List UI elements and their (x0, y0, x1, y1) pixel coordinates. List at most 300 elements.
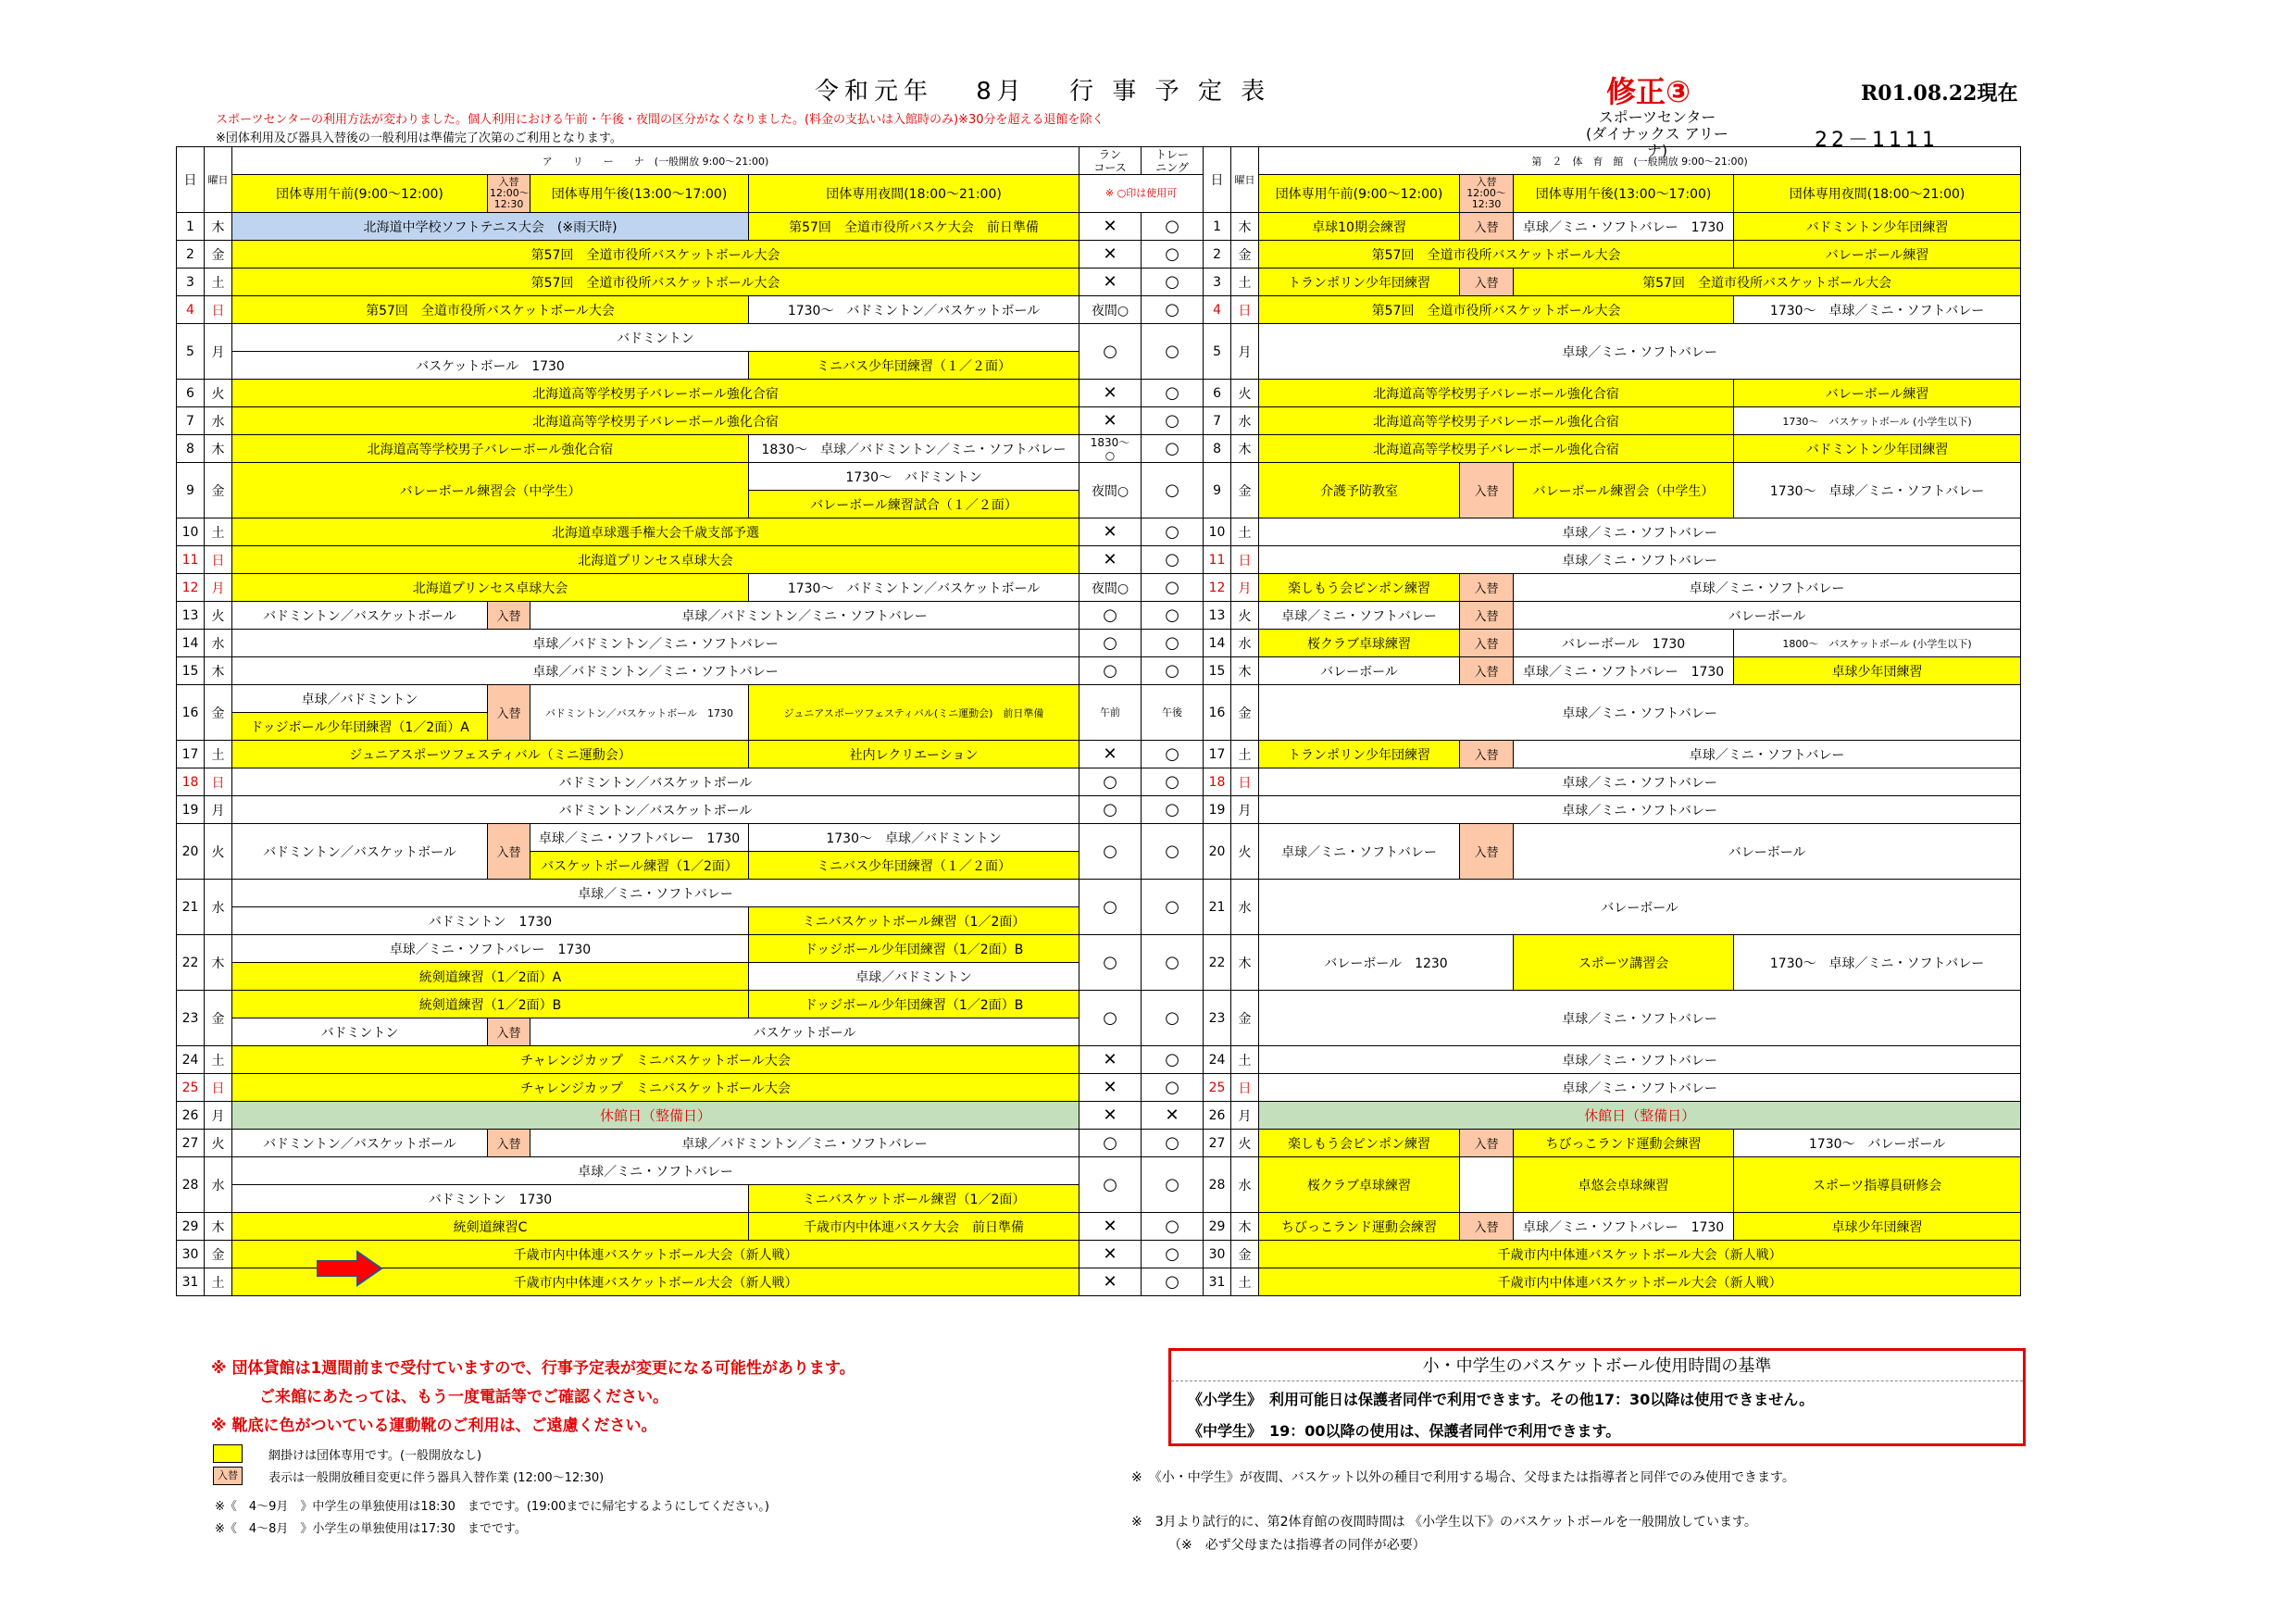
gym2-night-header: 団体専用夜間(18:00～21:00) (1734, 175, 2021, 213)
training-status: ○ (1142, 1074, 1204, 1102)
gym2-cell: 北海道高等学校男子バレーボール強化合宿 (1259, 435, 1734, 463)
arena-cell: バスケットボール 1730 (232, 352, 749, 380)
table-row (177, 435, 2021, 463)
day-cell: 4 (177, 296, 205, 324)
gym2-swap: 入替 (1460, 602, 1514, 630)
training-status: ○ (1142, 657, 1204, 685)
gym2-cell: トランポリン少年団練習 (1259, 269, 1460, 296)
gym2-cell: 1730～ 卓球／ミニ・ソフトバレー (1734, 935, 2021, 991)
gym2-swap: 入替 (1460, 630, 1514, 657)
training-status: ○ (1142, 1130, 1204, 1157)
running-status: ○ (1079, 602, 1142, 630)
arena-cell: 北海道高等学校男子バレーボール強化合宿 (232, 435, 749, 463)
weekday-cell: 日 (1231, 768, 1259, 796)
running-status: ○ (1079, 1130, 1142, 1157)
day-cell: 7 (1204, 407, 1231, 435)
gym2-cell: 1730～ バレーボール (1734, 1130, 2021, 1157)
legend-yellow-text: 網掛けは団体専用です。(一般開放なし) (268, 1449, 482, 1463)
day-cell: 17 (1204, 741, 1231, 768)
gym2-cell: バレーボール (1259, 880, 2021, 935)
revision-badge: 修正③ (1606, 74, 1691, 109)
weekday-cell: 日 (1231, 546, 1259, 574)
table-row (177, 1074, 2021, 1102)
arena-cell: 1730～ 卓球／バドミントン (749, 824, 1079, 852)
gym2-cell: 休館日（整備日） (1259, 1102, 2021, 1130)
arena-cell: バドミントン／バスケットボール (232, 824, 488, 880)
col-day: 日 (177, 147, 205, 213)
weekday-cell: 土 (205, 1268, 232, 1296)
day-cell: 19 (1204, 796, 1231, 824)
gym2-cell: 卓球／ミニ・ソフトバレー 1730 (1514, 213, 1734, 241)
arena-cell: バドミントン 1730 (232, 907, 749, 935)
gym2-cell: 北海道高等学校男子バレーボール強化合宿 (1259, 380, 1734, 407)
weekday-cell: 水 (205, 407, 232, 435)
training-status: ○ (1142, 213, 1204, 241)
weekday-cell: 木 (1231, 1213, 1259, 1241)
notice-usage-change: スポーツセンターの利用方法が変わりました。個人利用における午前・午後・夜間の区分がなくなりました。(料金の支払いは入館時のみ)※30分を超える退館を除く (216, 113, 1104, 127)
training-status: ○ (1142, 463, 1204, 518)
weekday-cell: 水 (1231, 630, 1259, 657)
arena-cell: 1730～ バドミントン (749, 463, 1079, 491)
day-cell: 11 (177, 546, 205, 574)
day-cell: 30 (1204, 1241, 1231, 1268)
gym2-cell: 卓球／ミニ・ソフトバレー 1730 (1514, 657, 1734, 685)
as-of-date: R01.08.22現在 (1861, 81, 2018, 106)
day-cell: 10 (1204, 518, 1231, 546)
day-cell: 25 (1204, 1074, 1231, 1102)
gym2-cell: ちびっこランド運動会練習 (1514, 1130, 1734, 1157)
day-cell: 5 (1204, 324, 1231, 380)
weekday-cell: 金 (205, 463, 232, 518)
table-row (177, 1130, 2021, 1157)
day-cell: 21 (177, 880, 205, 935)
running-status: ✕ (1079, 1102, 1142, 1130)
arena-am-header: 団体専用午前(9:00～12:00) (232, 175, 488, 213)
gym2-cell: 介護予防教室 (1259, 463, 1460, 518)
weekday-cell: 水 (1231, 1157, 1259, 1213)
basketball-rules-box (1168, 1348, 2026, 1446)
day-cell: 25 (177, 1074, 205, 1102)
day-cell: 23 (177, 991, 205, 1046)
table-row (177, 574, 2021, 602)
arena-title: ア リ ー ナ (一般開放 9:00～21:00) (232, 147, 1079, 175)
arena-cell: 卓球／バドミントン／ミニ・ソフトバレー (530, 1130, 1079, 1157)
running-status: ○ (1079, 991, 1142, 1046)
arena-cell: ジュニアスポーツフェスティバル（ミニ運動会） (232, 741, 749, 768)
arena-cell: 卓球／バドミントン／ミニ・ソフトバレー (530, 602, 1079, 630)
arena-cell: ジュニアスポーツフェスティバル(ミニ運動会) 前日準備 (749, 685, 1079, 741)
day-cell: 14 (1204, 630, 1231, 657)
day-cell: 31 (1204, 1268, 1231, 1296)
running-status: ✕ (1079, 407, 1142, 435)
gym2-cell: スポーツ指導員研修会 (1734, 1157, 2021, 1213)
day-cell: 12 (1204, 574, 1231, 602)
weekday-cell: 金 (205, 991, 232, 1046)
training-status: ○ (1142, 546, 1204, 574)
weekday-cell: 木 (205, 935, 232, 991)
table-row (177, 935, 2021, 963)
arena-cell: バドミントン／バスケットボール 1730 (530, 685, 749, 741)
day-cell: 29 (177, 1213, 205, 1241)
arena-cell: バドミントン／バスケットボール (232, 602, 488, 630)
running-status: ✕ (1079, 1241, 1142, 1268)
gym2-cell: 北海道高等学校男子バレーボール強化合宿 (1259, 407, 1734, 435)
table-row (177, 1046, 2021, 1074)
day-cell: 16 (177, 685, 205, 741)
arena-cell: 社内レクリエーション (749, 741, 1079, 768)
arena-cell: バスケットボール (530, 1018, 1079, 1046)
gym2-cell: 卓球／ミニ・ソフトバレー (1514, 574, 2021, 602)
arena-cell: バスケットボール練習（1／2面） (530, 852, 749, 880)
gym2-cell: 第57回 全道市役所バスケットボール大会 (1514, 269, 2021, 296)
training-status: ○ (1142, 630, 1204, 657)
gym2-swap-header (1460, 175, 1514, 213)
arena-cell: バドミントン／バスケットボール (232, 1130, 488, 1157)
table-row (177, 269, 2021, 296)
gym2-swap: 入替 (1460, 213, 1514, 241)
arrow-right-icon (317, 1250, 383, 1287)
weekday-cell: 土 (205, 1046, 232, 1074)
day-cell: 13 (1204, 602, 1231, 630)
running-status: 夜間○ (1079, 574, 1142, 602)
weekday-cell: 日 (1231, 1074, 1259, 1102)
training-status: ○ (1142, 269, 1204, 296)
day-cell: 26 (177, 1102, 205, 1130)
gym2-cell: 卓球少年団練習 (1734, 657, 2021, 685)
training-status: ○ (1142, 1213, 1204, 1241)
day-cell: 11 (1204, 546, 1231, 574)
legend-yellow-swatch (213, 1444, 243, 1463)
table-row (177, 768, 2021, 796)
arena-cell: チャレンジカップ ミニバスケットボール大会 (232, 1074, 1079, 1102)
day-cell: 14 (177, 630, 205, 657)
day-cell: 12 (177, 574, 205, 602)
legend-swap-swatch: 入替 (213, 1467, 243, 1485)
weekday-cell: 日 (205, 768, 232, 796)
running-status: 1830～ ○ (1079, 435, 1142, 463)
circle-note: ※ ○印は使用可 (1079, 175, 1204, 213)
arena-cell: 卓球／ミニ・ソフトバレー 1730 (530, 824, 749, 852)
training-status: ○ (1142, 1241, 1204, 1268)
gym2-cell: 楽しもう会ピンポン練習 (1259, 1130, 1460, 1157)
gym2-swap: 入替 (1460, 657, 1514, 685)
col-running: ラン コース (1079, 147, 1142, 175)
weekday-cell: 土 (205, 269, 232, 296)
gym2-cell: バドミントン少年団練習 (1734, 435, 2021, 463)
gym2-cell: バレーボール練習 (1734, 241, 2021, 269)
running-status: 夜間○ (1079, 296, 1142, 324)
day-cell: 9 (1204, 463, 1231, 518)
day-cell: 16 (1204, 685, 1231, 741)
gym2-cell: バドミントン少年団練習 (1734, 213, 2021, 241)
arena-cell: バドミントン／バスケットボール (232, 768, 1079, 796)
gym2-cell: 第57回 全道市役所バスケットボール大会 (1259, 241, 1734, 269)
weekday-cell: 金 (1231, 463, 1259, 518)
gym2-cell: 卓球／ミニ・ソフトバレー (1259, 768, 2021, 796)
weekday-cell: 木 (205, 435, 232, 463)
arena-swap: 入替 (488, 1130, 530, 1157)
arena-cell: 卓球／ミニ・ソフトバレー (232, 1157, 1079, 1185)
gym2-cell: 卓球／ミニ・ソフトバレー 1730 (1514, 1213, 1734, 1241)
day-cell: 4 (1204, 296, 1231, 324)
table-row (177, 741, 2021, 768)
weekday-cell: 金 (1231, 241, 1259, 269)
weekday-cell: 日 (1231, 296, 1259, 324)
table-row (177, 991, 2021, 1018)
training-status: ○ (1142, 741, 1204, 768)
table-row (177, 213, 2021, 241)
table-row (177, 546, 2021, 574)
day-cell: 18 (177, 768, 205, 796)
training-status: ✕ (1142, 1102, 1204, 1130)
arena-swap-header (488, 175, 530, 213)
table-row (177, 296, 2021, 324)
gym2-cell: 卓球／ミニ・ソフトバレー (1259, 824, 1460, 880)
gym2-cell: 1730～ 卓球／ミニ・ソフトバレー (1734, 463, 2021, 518)
running-status: ✕ (1079, 741, 1142, 768)
running-status: ✕ (1079, 1213, 1142, 1241)
weekday-cell: 金 (1231, 1241, 1259, 1268)
gym2-swap: 入替 (1460, 1130, 1514, 1157)
gym2-cell: 卓球／ミニ・ソフトバレー (1514, 741, 2021, 768)
arena-cell: バレーボール練習会（中学生） (232, 463, 749, 518)
training-status: ○ (1142, 935, 1204, 991)
weekday-cell: 金 (205, 1241, 232, 1268)
table-row (177, 1102, 2021, 1130)
weekday-cell: 水 (205, 1157, 232, 1213)
swap-label: 入替 (498, 176, 519, 188)
running-status: ✕ (1079, 518, 1142, 546)
gym2-cell: 千歳市内中体連バスケットボール大会（新人戦） (1259, 1241, 2021, 1268)
day-cell: 3 (1204, 269, 1231, 296)
running-status: ○ (1079, 630, 1142, 657)
gym2-cell: バレーボール (1514, 602, 2021, 630)
gym2-cell: 卓球10期会練習 (1259, 213, 1460, 241)
arena-cell: 卓球／ミニ・ソフトバレー 1730 (232, 935, 749, 963)
table-row (177, 880, 2021, 907)
training-status: ○ (1142, 574, 1204, 602)
table-row (177, 796, 2021, 824)
weekday-cell: 火 (1231, 824, 1259, 880)
arena-cell: 統剣道練習（1／2面）A (232, 963, 749, 991)
arena-cell: 北海道高等学校男子バレーボール強化合宿 (232, 380, 1079, 407)
day-cell: 24 (1204, 1046, 1231, 1074)
weekday-cell: 木 (1231, 213, 1259, 241)
weekday-cell: 月 (1231, 324, 1259, 380)
center-name-line2: (ダイナックス アリーナ) (1586, 125, 1728, 159)
day-cell: 20 (1204, 824, 1231, 880)
weekday-cell: 月 (205, 1102, 232, 1130)
gym2-cell: 卓球／ミニ・ソフトバレー (1259, 685, 2021, 741)
weekday-cell: 月 (1231, 796, 1259, 824)
arena-cell: バドミントン (232, 1018, 488, 1046)
training-status: ○ (1142, 796, 1204, 824)
day-cell: 22 (1204, 935, 1231, 991)
training-status: ○ (1142, 241, 1204, 269)
weekday-cell: 木 (1231, 935, 1259, 991)
gym2-cell: バレーボール (1259, 657, 1460, 685)
arena-cell: ミニバスケットボール練習（1／2面） (749, 1185, 1079, 1213)
swap-label-2: 入替 (1476, 176, 1497, 188)
schedule-table (176, 146, 2021, 1296)
training-status: ○ (1142, 1157, 1204, 1213)
table-row (177, 602, 2021, 630)
running-status: ✕ (1079, 1046, 1142, 1074)
col-training: トレー ニング (1142, 147, 1204, 175)
table-row (177, 380, 2021, 407)
table-row (177, 407, 2021, 435)
arena-cell: 休館日（整備日） (232, 1102, 1079, 1130)
weekday-cell: 金 (205, 241, 232, 269)
arena-cell: 統剣道練習（1／2面）B (232, 991, 749, 1018)
table-row (177, 241, 2021, 269)
weekday-cell: 土 (205, 518, 232, 546)
day-cell: 6 (177, 380, 205, 407)
day-cell: 2 (177, 241, 205, 269)
table-row (177, 824, 2021, 852)
running-status: ○ (1079, 935, 1142, 991)
arena-swap: 入替 (488, 602, 530, 630)
gym2-cell: 卓球／ミニ・ソフトバレー (1259, 324, 2021, 380)
arena-cell: 1730～ バドミントン／バスケットボール (749, 296, 1079, 324)
day-cell: 15 (177, 657, 205, 685)
training-status: ○ (1142, 518, 1204, 546)
day-cell: 10 (177, 518, 205, 546)
arena-cell: ドッジボール少年団練習（1／2面）B (749, 935, 1079, 963)
gym2-swap-empty (1460, 1157, 1514, 1213)
training-status: 午後 (1142, 685, 1204, 741)
table-row (177, 657, 2021, 685)
gym2-title: 第 ２ 体 育 館 (一般開放 9:00～21:00) (1259, 147, 2021, 175)
day-cell: 18 (1204, 768, 1231, 796)
day-cell: 9 (177, 463, 205, 518)
weekday-cell: 火 (205, 380, 232, 407)
table-row (177, 463, 2021, 491)
day-cell: 1 (1204, 213, 1231, 241)
running-status: ○ (1079, 824, 1142, 880)
gym2-cell: 卓球／ミニ・ソフトバレー (1259, 518, 2021, 546)
arena-swap: 入替 (488, 685, 530, 741)
footer-notice-booking: ※ 団体貸館は1週間前まで受付ていますので、行事予定表が変更になる可能性があります。 (211, 1359, 855, 1378)
arena-pm-header: 団体専用午後(13:00～17:00) (530, 175, 749, 213)
arena-cell: 千歳市内中体連バスケットボール大会（新人戦） (232, 1241, 1079, 1268)
arena-cell: 統剣道練習C (232, 1213, 749, 1241)
arena-cell: 第57回 全道市役所バスケットボール大会 (232, 296, 749, 324)
weekday-cell: 月 (205, 574, 232, 602)
arena-swap: 入替 (488, 1018, 530, 1046)
weekday-cell: 火 (205, 1130, 232, 1157)
gym2-cell: バレーボール 1730 (1514, 630, 1734, 657)
day-cell: 24 (177, 1046, 205, 1074)
running-status: ○ (1079, 657, 1142, 685)
weekday-cell: 木 (205, 1213, 232, 1241)
arena-cell: 1830～ 卓球／バドミントン／ミニ・ソフトバレー (749, 435, 1079, 463)
gym2-am-header: 団体専用午前(9:00～12:00) (1259, 175, 1460, 213)
arena-cell: 北海道プリンセス卓球大会 (232, 574, 749, 602)
arena-cell: 北海道高等学校男子バレーボール強化合宿 (232, 407, 1079, 435)
arena-cell: 卓球／バドミントン (749, 963, 1079, 991)
arena-cell: ドッジボール少年団練習（1／2面）B (749, 991, 1079, 1018)
gym2-cell: 卓球／ミニ・ソフトバレー (1259, 1074, 2021, 1102)
running-status: ✕ (1079, 380, 1142, 407)
weekday-cell: 木 (1231, 657, 1259, 685)
gym2-pm-header: 団体専用午後(13:00～17:00) (1514, 175, 1734, 213)
day-cell: 28 (177, 1157, 205, 1213)
table-row (177, 1241, 2021, 1268)
arena-cell: ミニバス少年団練習（１／２面） (749, 852, 1079, 880)
gym2-cell: 第57回 全道市役所バスケットボール大会 (1259, 296, 1734, 324)
gym2-cell: 卓球少年団練習 (1734, 1213, 2021, 1241)
running-status: ○ (1079, 768, 1142, 796)
day-cell: 6 (1204, 380, 1231, 407)
arena-cell: 北海道卓球選手権大会千歳支部予選 (232, 518, 1079, 546)
notice-group-use: ※団体利用及び器具入替後の一般利用は準備完了次第のご利用となります。 (216, 131, 622, 145)
running-status: ○ (1079, 796, 1142, 824)
weekday-cell: 日 (205, 1074, 232, 1102)
day-cell: 15 (1204, 657, 1231, 685)
gym2-swap: 入替 (1460, 574, 1514, 602)
day-cell: 21 (1204, 880, 1231, 935)
legend-swap-text: 表示は一般開放種目変更に伴う器具入替作業 (12:00～12:30) (268, 1471, 605, 1485)
gym2-swap: 入替 (1460, 824, 1514, 880)
arena-cell: 第57回 全道市役所バスケットボール大会 (232, 269, 1079, 296)
swap-time-2: 12:00～ 12:30 (1466, 187, 1506, 210)
weekday-cell: 水 (205, 880, 232, 935)
day-cell: 29 (1204, 1213, 1231, 1241)
day-cell: 13 (177, 602, 205, 630)
swap-time: 12:00～ 12:30 (490, 187, 530, 210)
col-day-2: 日 (1204, 147, 1231, 213)
day-cell: 23 (1204, 991, 1231, 1046)
weekday-cell: 土 (1231, 518, 1259, 546)
day-cell: 7 (177, 407, 205, 435)
note-gym2-basketball: ※ 3月より試行的に、第2体育館の夜間時間は 《小学生以下》のバスケットボールを一般開放しています。 (1131, 1515, 1757, 1530)
day-cell: 19 (177, 796, 205, 824)
weekday-cell: 月 (1231, 574, 1259, 602)
day-cell: 22 (177, 935, 205, 991)
training-status: ○ (1142, 991, 1204, 1046)
arena-cell: ミニバス少年団練習（１／２面） (749, 352, 1079, 380)
col-weekday-2: 曜日 (1231, 147, 1259, 213)
day-cell: 20 (177, 824, 205, 880)
arena-cell: 卓球／バドミントン／ミニ・ソフトバレー (232, 657, 1079, 685)
weekday-cell: 土 (1231, 1046, 1259, 1074)
gym2-swap: 入替 (1460, 741, 1514, 768)
rule-elementary: 《小学生》 利用可能日は保護者同伴で利用できます。その他17：30以降は使用できません。 (1188, 1391, 1815, 1408)
note-guardian-required: （※ 必ず父母または指導者の同伴が必要） (1168, 1538, 1426, 1553)
gym2-cell: 千歳市内中体連バスケットボール大会（新人戦） (1259, 1268, 2021, 1296)
weekday-cell: 火 (205, 824, 232, 880)
day-cell: 27 (1204, 1130, 1231, 1157)
training-status: ○ (1142, 435, 1204, 463)
weekday-cell: 日 (205, 546, 232, 574)
weekday-cell: 月 (205, 324, 232, 380)
footer-notice-shoes: ※ 靴底に色がついている運動靴のご利用は、ご遠慮ください。 (211, 1417, 657, 1435)
running-status: ✕ (1079, 269, 1142, 296)
running-status: ✕ (1079, 546, 1142, 574)
table-row (177, 630, 2021, 657)
day-cell: 28 (1204, 1157, 1231, 1213)
gym2-cell: 桜クラブ卓球練習 (1259, 630, 1460, 657)
training-status: ○ (1142, 602, 1204, 630)
running-status: ○ (1079, 1157, 1142, 1213)
rule-junior-high: 《中学生》 19：00以降の使用は、保護者同伴で利用できます。 (1188, 1422, 1621, 1440)
arena-night-header: 団体専用夜間(18:00～21:00) (749, 175, 1079, 213)
weekday-cell: 水 (1231, 407, 1259, 435)
table-row (177, 518, 2021, 546)
training-status: ○ (1142, 324, 1204, 380)
day-cell: 2 (1204, 241, 1231, 269)
